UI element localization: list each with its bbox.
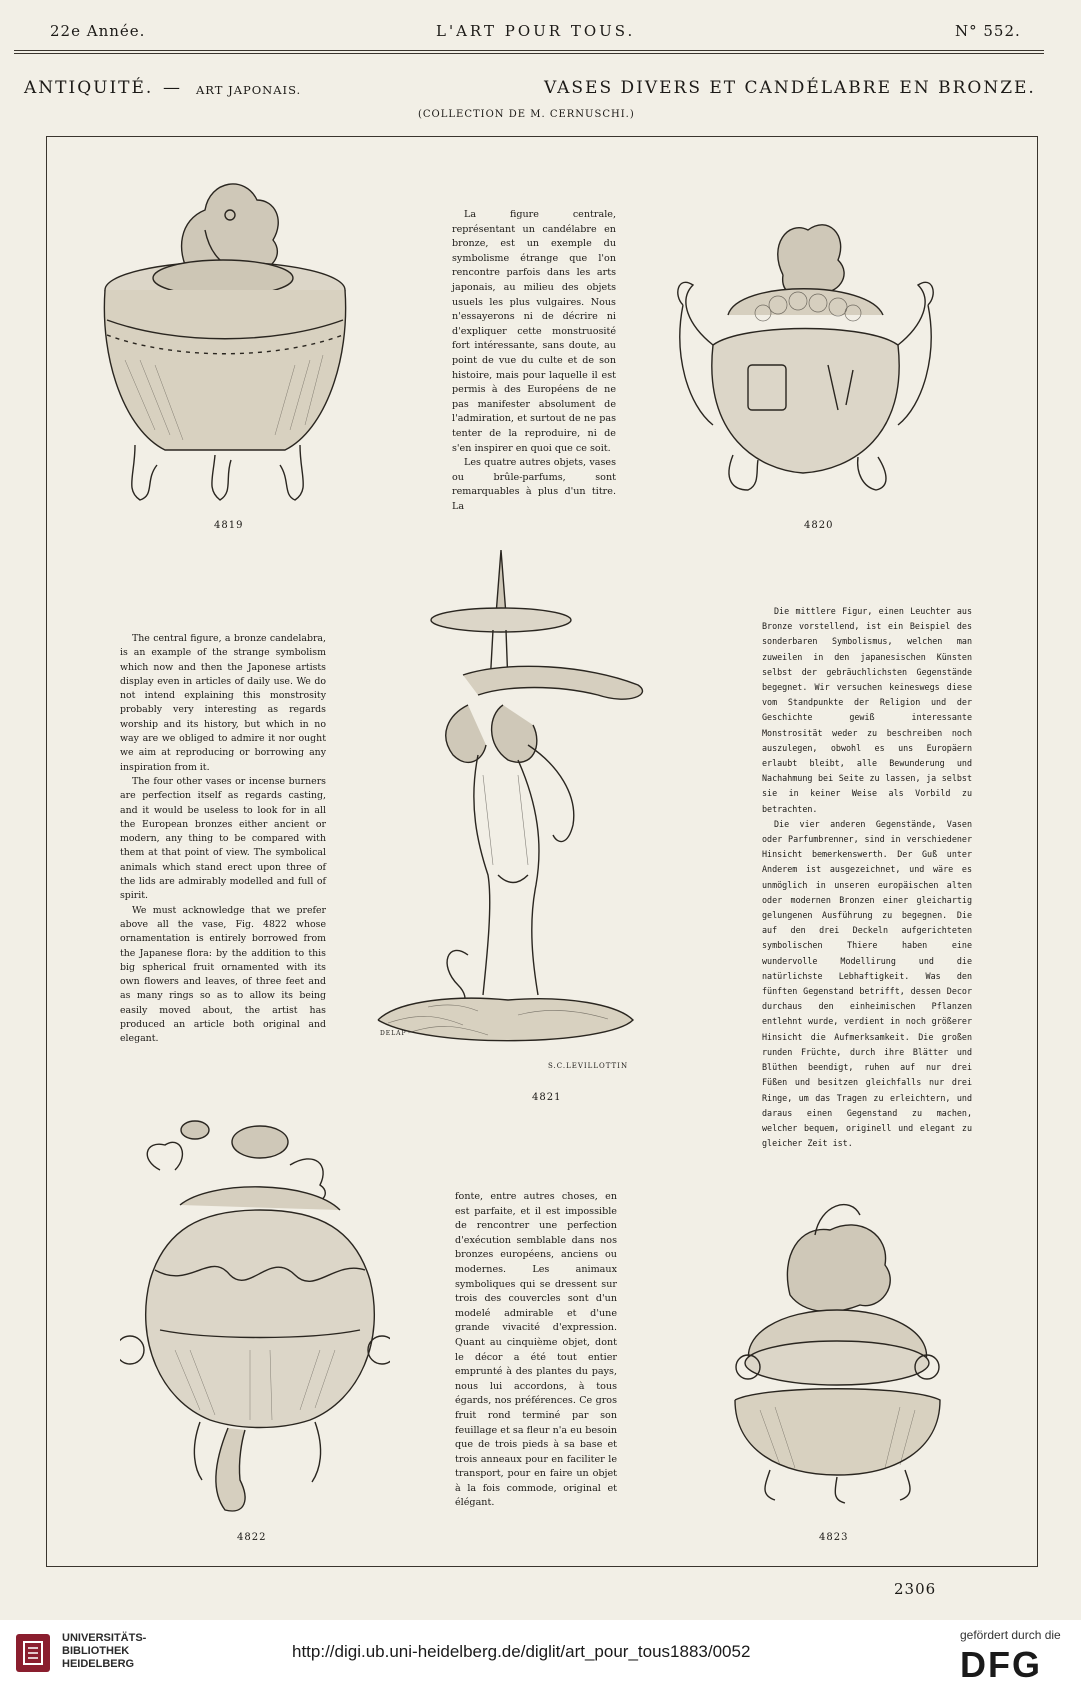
library-line-2: BIBLIOTHEK — [62, 1645, 130, 1657]
main-title: VASES DIVERS ET CANDÉLABRE EN BRONZE. — [544, 78, 1036, 98]
journal-title: L'ART POUR TOUS. — [436, 22, 636, 40]
figure-number-4819: 4819 — [214, 520, 244, 531]
french-paragraph: fonte, entre autres choses, en est parfaite, et il est impossible de rencontrer une perfection d'exécution semblable dans nos bronzes européens, anciens ou modernes. Les animaux symboliques qui se dressent sur trois des couvercles sont d'un modelé admirable et d'une grande vivacité d'expression. Quant au cinquième objet, dont le décor a été tout entier emprunté à des plantes du pays, nous lui accordons, à tous égards, nos préférences. Ce gros fruit rond terminé par son feuillage et sa fleur n'a eu besoin que de trois pieds à sa base et trois anneaux pour en faciliter le transport, pour en faire un objet à la fois commode, original et élégant. — [455, 1191, 617, 1509]
header-rule-double — [14, 53, 1044, 54]
german-paragraph: Die mittlere Figur, einen Leuchter aus Bronze vorstellend, ist ein Beispiel des sonderbaren Symbolismus, welchen man zuweilen in den japanesischen Künsten selbst der gebräuchlichsten Gegenstände begegnet. Wir versuchen keineswegs diese vom Standpunkte der Religion und der Geschichte gewiß interessante Monstrosität weder zu beschreiben noch auszulegen, obwohl es uns Europäern erlaubt bleibt, alle Bewunderung und Nachahmung bei Seite zu lassen, ja selbst sie in keiner Weise als Vorbild zu betrachten. — [762, 606, 972, 814]
figure-4819-vase — [95, 160, 355, 510]
figure-number-4820: 4820 — [804, 520, 834, 531]
figure-4823-censer — [720, 1185, 955, 1515]
figure-number-4823: 4823 — [819, 1532, 849, 1543]
funding-label: gefördert durch die — [960, 1628, 1061, 1642]
subsection-title: ART JAPONAIS. — [196, 83, 302, 97]
collection-caption: (COLLECTION DE M. CERNUSCHI.) — [418, 109, 635, 120]
header-rule — [14, 50, 1044, 51]
english-text — [120, 632, 326, 1047]
issue-number: N° 552. — [955, 22, 1021, 40]
french-paragraph: Les quatre autres objets, vases ou brûle-parfums, sont remarquables à plus d'un titre. La — [452, 457, 616, 512]
library-name — [62, 1632, 146, 1671]
figure-4822-fruit-vase — [120, 1110, 390, 1530]
title-dash: — — [163, 78, 182, 98]
figure-4821-candelabra — [368, 545, 668, 1085]
figure-number-4822: 4822 — [237, 1532, 267, 1543]
figure-number-4821: 4821 — [532, 1092, 562, 1103]
french-paragraph: La figure centrale, représentant un candélabre en bronze, est un exemple du symbolisme étrange que l'on rencontre parfois dans les arts japonais, au milieu des objets usuels les plus vulgaires. Nous n'essayerons ni de décrire ni d'expliquer cette monstruosité fort intéressante, sans doute, au point de vue du culte et de son histoire, mais pour laquelle il est permis à des Européens de ne pas manifester absolument de l'admiration, et surtout de ne pas tenter de la reproduire, ni de s'en inspirer en quoi que ce soit. — [452, 209, 616, 454]
section-title: ANTIQUITÉ. — [24, 78, 154, 98]
german-paragraph: Die vier anderen Gegenstände, Vasen oder Parfumbrenner, sind in verschiedener Hinsicht bemerkenswerth. Der Guß unter Anderem ist ausgezeichnet, und wäre es unmöglich in unseren europäischen alten oder modernen Bronzen einer gleichartig gelungenen Ausführung zu begegnen. Die auf den drei Deckeln aufgerichteten symbolischen Thiere haben eine wundervolle Modellirung und die natürlichste Lebhaftigkeit. Was den fünften Gegenstand betrifft, dessen Decor durchaus den einheimischen Pflanzen entlehnt wurde, verdient in noch größerer Hinsicht die Aufmerksamkeit. Die großen runden Früchte, durch ihre Blätter und Blüthen beendigt, ruhen auf nur drei Füßen und besitzen gleichfalls nur drei Ringe, um das Tragen zu erleichtern, und daraus einen Gegenstand zu machen, welcher bequem, originell und elegant zu gleicher Zeit ist. — [762, 818, 972, 1149]
english-paragraph: We must acknowledge that we prefer above all the vase, Fig. 4822 whose ornamentation is entirely borrowed from the Japanese flora: by the addition to this big spherical fruit ornamented with its own flowers and leaves, of three feet and as many rings so as to allow its being easily moved about, the artist has produced an article both original and elegant. — [120, 904, 326, 1045]
french-text-top — [452, 208, 616, 514]
digitization-footer — [0, 1620, 1081, 1693]
engraver-mark: DELAP — [380, 1030, 407, 1037]
library-line-3: HEIDELBERG — [62, 1658, 135, 1670]
library-seal-icon — [14, 1632, 52, 1674]
source-url-link[interactable]: http://digi.ub.uni-heidelberg.de/diglit/art_pour_tous1883/0052 — [292, 1642, 751, 1661]
german-text — [762, 604, 972, 1151]
figure-4820-censer — [668, 205, 948, 510]
dfg-logo: DFG — [960, 1644, 1042, 1685]
library-line-1: UNIVERSITÄTS- — [62, 1632, 147, 1644]
french-text-bottom — [455, 1190, 617, 1511]
english-paragraph: The central figure, a bronze candelabra, is an example of the strange symbolism which now and then the Japonese artists display even in articles of daily use. We do not intend explaining this monstrosity probably very interesting as regards worship and its history, but which in no way are we obliged to admire it nor ought we aim at reproducing or borrowing any inspiration from it. — [120, 633, 326, 773]
year-label: 22e Année. — [50, 22, 146, 40]
page-number: 2306 — [894, 1580, 937, 1598]
english-paragraph: The four other vases or incense burners are perfection itself as regards casting, and it would be useless to look for in all the European bronzes either ancient or modern, any thing to be compared with them at that point of view. The symbolical animals which stand erect upon three of the lids are admirably modelled and full of spirit. — [120, 775, 326, 902]
artist-signature: S.C.LEVILLOTTIN — [548, 1062, 629, 1070]
